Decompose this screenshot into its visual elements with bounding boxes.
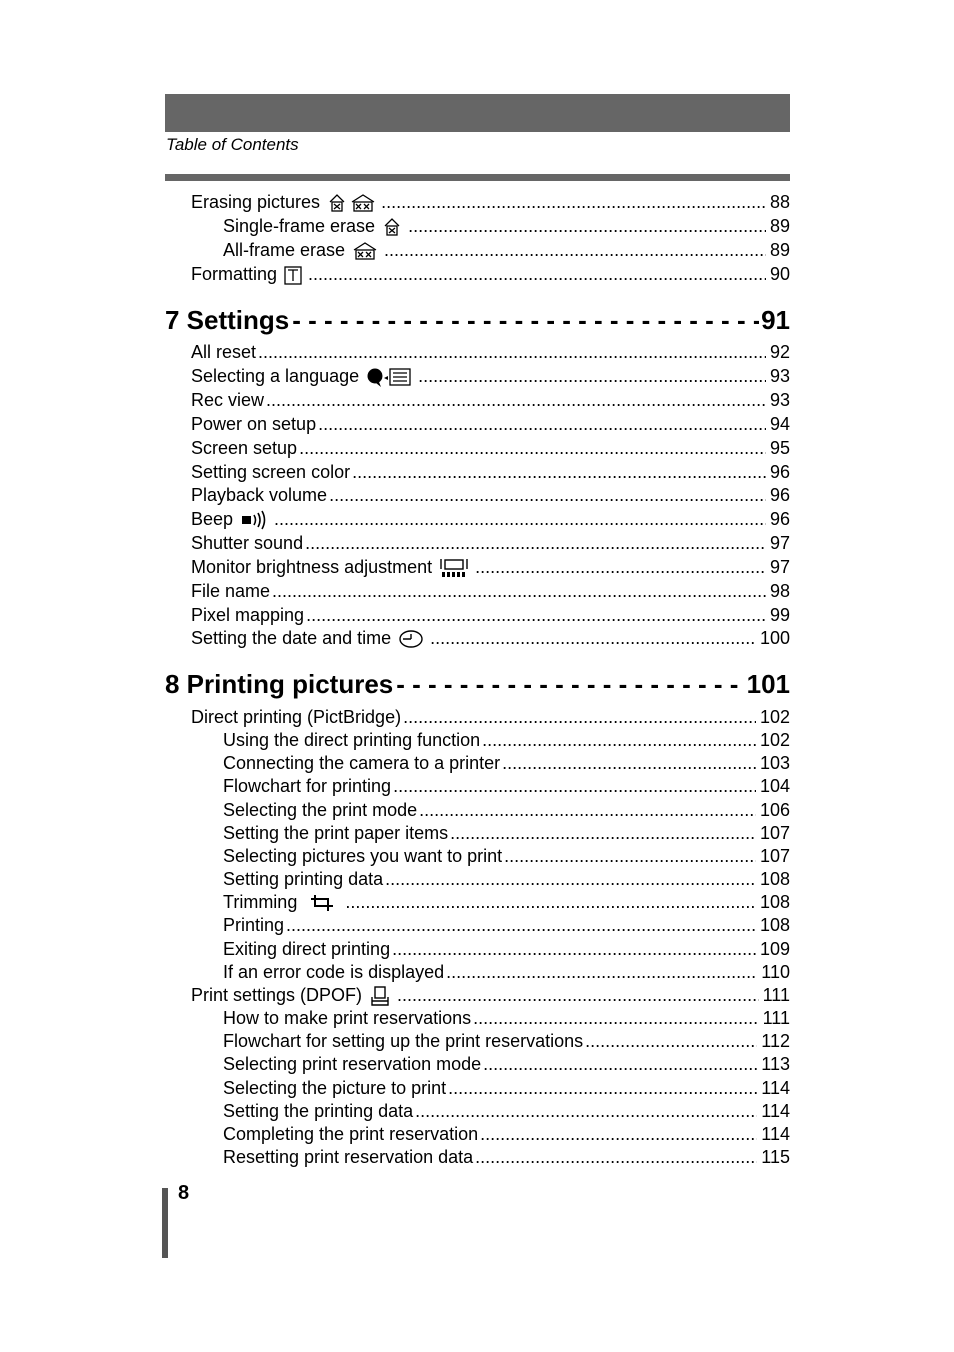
toc-entry-label: Flowchart for printing: [223, 776, 392, 796]
toc-entry[interactable]: [223, 215, 790, 238]
dot-leader: [408, 215, 766, 238]
toc-entry-page: 93: [769, 390, 790, 410]
page-number: 8: [178, 1182, 190, 1204]
toc-entry-label: Selecting print reservation mode: [223, 1054, 482, 1074]
toc-entry-page: 97: [769, 533, 790, 553]
toc-entry-page: 112: [761, 1031, 790, 1051]
toc-entry[interactable]: [223, 1146, 790, 1169]
chapter-title: 7 Settings: [165, 305, 290, 335]
toc-entry-page: 104: [759, 776, 790, 796]
toc-entry[interactable]: [223, 845, 790, 868]
toc-entry-page: 111: [762, 1008, 790, 1028]
toc-entry[interactable]: [223, 799, 790, 822]
dot-leader: [430, 627, 756, 650]
toc-entry-page: 96: [769, 485, 790, 505]
toc-entry[interactable]: [223, 1030, 790, 1053]
toc-entry-label: How to make print reservations: [223, 1008, 472, 1028]
toc-entry-label: Power on setup: [191, 414, 317, 434]
dot-leader: [272, 580, 766, 603]
toc-entry-page: 96: [769, 462, 790, 482]
dot-leader: [345, 891, 756, 914]
toc-entry-label: Screen setup: [191, 438, 298, 458]
toc-entry-page: 110: [761, 962, 790, 982]
dot-leader: [308, 263, 766, 286]
toc-entry[interactable]: [191, 706, 790, 729]
toc-entry-page: 107: [759, 823, 790, 843]
toc-entry-page: 97: [769, 557, 790, 577]
beep-icon: [240, 510, 268, 530]
toc-entry[interactable]: [191, 604, 790, 627]
toc-entry[interactable]: [191, 580, 790, 603]
toc-entry-label: Completing the print reservation: [223, 1124, 479, 1144]
format-icon: [284, 265, 302, 285]
dot-leader: [381, 191, 766, 214]
toc-entry-label: Direct printing (PictBridge): [191, 707, 402, 727]
toc-entry-label: Selecting the picture to print: [223, 1078, 447, 1098]
dot-leader: [305, 532, 766, 555]
dot-leader: [274, 508, 766, 531]
footer-bar: [162, 1188, 168, 1258]
toc-entry[interactable]: [223, 961, 790, 984]
dot-leader: [397, 984, 759, 1007]
toc-entry[interactable]: [223, 891, 790, 914]
toc-entry-label: All reset: [191, 342, 257, 362]
toc-entry-page: 98: [769, 581, 790, 601]
toc-entry-page: 107: [759, 846, 790, 866]
dot-leader: [329, 484, 766, 507]
dot-leader: [483, 1053, 757, 1076]
chapter-title: 8 Printing pictures: [165, 669, 394, 699]
dot-leader: [419, 799, 756, 822]
toc-entry-label: All-frame erase: [223, 240, 346, 260]
toc-entry-page: 92: [769, 342, 790, 362]
dot-leader: [352, 461, 766, 484]
toc-entry[interactable]: [191, 389, 790, 412]
dot-leader: [403, 706, 756, 729]
toc-entry[interactable]: [191, 341, 790, 364]
toc-entry-label: Connecting the camera to a printer: [223, 753, 501, 773]
toc-entry-label: Formatting: [191, 264, 278, 284]
single-erase-icon: [382, 217, 402, 237]
toc-entry-page: 115: [761, 1147, 790, 1167]
toc-entry[interactable]: [223, 729, 790, 752]
dot-leader: [385, 868, 756, 891]
toc-entry-page: 108: [759, 892, 790, 912]
toc-entry-label: Selecting a language: [191, 366, 360, 386]
toc-entry-page: 111: [762, 985, 790, 1005]
toc-entry-page: 89: [769, 216, 790, 236]
dot-leader: [450, 822, 756, 845]
toc-entry-page: 114: [761, 1124, 790, 1144]
toc-entry[interactable]: [223, 868, 790, 891]
toc-entry[interactable]: [191, 365, 790, 388]
toc-entry[interactable]: [223, 938, 790, 961]
toc-entry-label: Print settings (DPOF): [191, 985, 363, 1005]
toc-entry[interactable]: [223, 1077, 790, 1100]
toc-entry-label: Pixel mapping: [191, 605, 305, 625]
dot-leader: [585, 1030, 757, 1053]
toc-entry-label: If an error code is displayed: [223, 962, 445, 982]
chapter-page: 101: [746, 669, 790, 699]
toc-entry-label: Selecting pictures you want to print: [223, 846, 503, 866]
toc-entry-page: 108: [759, 869, 790, 889]
toc-entry-label: Setting screen color: [191, 462, 351, 482]
dot-leader: [502, 752, 756, 775]
toc-entry-page: 99: [769, 605, 790, 625]
erase-icon: [327, 193, 375, 213]
dot-leader: [480, 1123, 757, 1146]
dot-leader: [318, 413, 766, 436]
toc-entry-label: Beep: [191, 509, 234, 529]
toc-entry[interactable]: [223, 914, 790, 937]
toc-entry-page: 113: [761, 1054, 790, 1074]
all-erase-icon: [352, 241, 378, 261]
dot-leader: [286, 914, 756, 937]
toc-entry[interactable]: [223, 752, 790, 775]
trim-icon: [309, 893, 335, 913]
dot-leader: [258, 341, 766, 364]
toc-entry-label: Single-frame erase: [223, 216, 376, 236]
toc-entry-page: 88: [769, 192, 790, 212]
toc-entry-label: Setting the date and time: [191, 628, 392, 648]
toc-entry-label: Rec view: [191, 390, 265, 410]
toc-entry-page: 109: [759, 939, 790, 959]
toc-entry-page: 102: [759, 707, 790, 727]
toc-entry[interactable]: [223, 1007, 790, 1030]
toc-entry-label: Resetting print reservation data: [223, 1147, 474, 1167]
chapter-heading[interactable]: [165, 669, 790, 701]
toc-entry[interactable]: [223, 1123, 790, 1146]
toc-entry[interactable]: [223, 822, 790, 845]
toc-entry[interactable]: [191, 484, 790, 507]
toc-entry-page: 93: [769, 366, 790, 386]
section-label: Table of Contents: [166, 135, 299, 154]
dot-leader: [418, 365, 766, 388]
toc-entry-page: 89: [769, 240, 790, 260]
dot-leader: [475, 556, 766, 579]
toc-entry[interactable]: [191, 556, 790, 579]
dot-leader: [448, 1077, 757, 1100]
toc-entry-page: 96: [769, 509, 790, 529]
dot-leader: [384, 239, 766, 262]
dot-leader: [475, 1146, 757, 1169]
dot-leader: [306, 604, 766, 627]
toc-entry-label: Monitor brightness adjustment: [191, 557, 433, 577]
toc-entry-label: Trimming: [223, 892, 298, 912]
dot-leader: [504, 845, 756, 868]
clock-icon: [398, 629, 424, 649]
toc-entry-label: Setting printing data: [223, 869, 384, 889]
toc-entry[interactable]: [223, 775, 790, 798]
toc-entry[interactable]: [223, 1053, 790, 1076]
toc-entry[interactable]: [223, 1100, 790, 1123]
toc-entry-page: 106: [759, 800, 790, 820]
toc-entry-page: 100: [759, 628, 790, 648]
toc-entry-page: 102: [759, 730, 790, 750]
toc-entry-label: Exiting direct printing: [223, 939, 391, 959]
dot-leader: [393, 775, 756, 798]
dot-leader: [446, 961, 757, 984]
header-rule: [165, 174, 790, 181]
toc-entry[interactable]: [191, 413, 790, 436]
toc-entry-label: Using the direct printing function: [223, 730, 481, 750]
toc-entry[interactable]: [191, 984, 790, 1007]
dot-leader: [392, 938, 756, 961]
toc-entry-page: 90: [769, 264, 790, 284]
chapter-page: 91: [761, 305, 790, 335]
toc-entry-page: 94: [769, 414, 790, 434]
toc-entry-label: Printing: [223, 915, 285, 935]
language-icon: [366, 366, 412, 388]
toc-entry-label: Setting the printing data: [223, 1101, 414, 1121]
dash-leader: [396, 669, 744, 700]
toc-entry-page: 95: [769, 438, 790, 458]
toc-entry[interactable]: [223, 239, 790, 262]
header-bar: [165, 94, 790, 132]
toc-entry[interactable]: [191, 627, 790, 650]
toc-entry[interactable]: [191, 263, 790, 286]
print-order-icon: [369, 985, 391, 1007]
toc-entry-label: File name: [191, 581, 271, 601]
toc-entry-label: Selecting the print mode: [223, 800, 418, 820]
toc-entry-label: Erasing pictures: [191, 192, 321, 212]
toc-entry-label: Playback volume: [191, 485, 328, 505]
toc-entry-page: 114: [761, 1078, 790, 1098]
toc-entry-page: 114: [761, 1101, 790, 1121]
toc-entry-page: 103: [759, 753, 790, 773]
toc-entry[interactable]: [191, 532, 790, 555]
toc-entry-page: 108: [759, 915, 790, 935]
dot-leader: [473, 1007, 759, 1030]
monitor-brightness-icon: [439, 557, 469, 579]
toc-entry[interactable]: [191, 461, 790, 484]
dot-leader: [415, 1100, 757, 1123]
dash-leader: [292, 305, 759, 336]
toc-entry[interactable]: [191, 508, 790, 531]
toc-entry[interactable]: [191, 191, 790, 214]
toc-entry-label: Setting the print paper items: [223, 823, 449, 843]
toc-entry-label: Flowchart for setting up the print reservations: [223, 1031, 584, 1051]
chapter-heading[interactable]: [165, 305, 790, 337]
toc-entry[interactable]: [191, 437, 790, 460]
dot-leader: [266, 389, 766, 412]
dot-leader: [482, 729, 756, 752]
dot-leader: [299, 437, 766, 460]
toc-entry-label: Shutter sound: [191, 533, 304, 553]
